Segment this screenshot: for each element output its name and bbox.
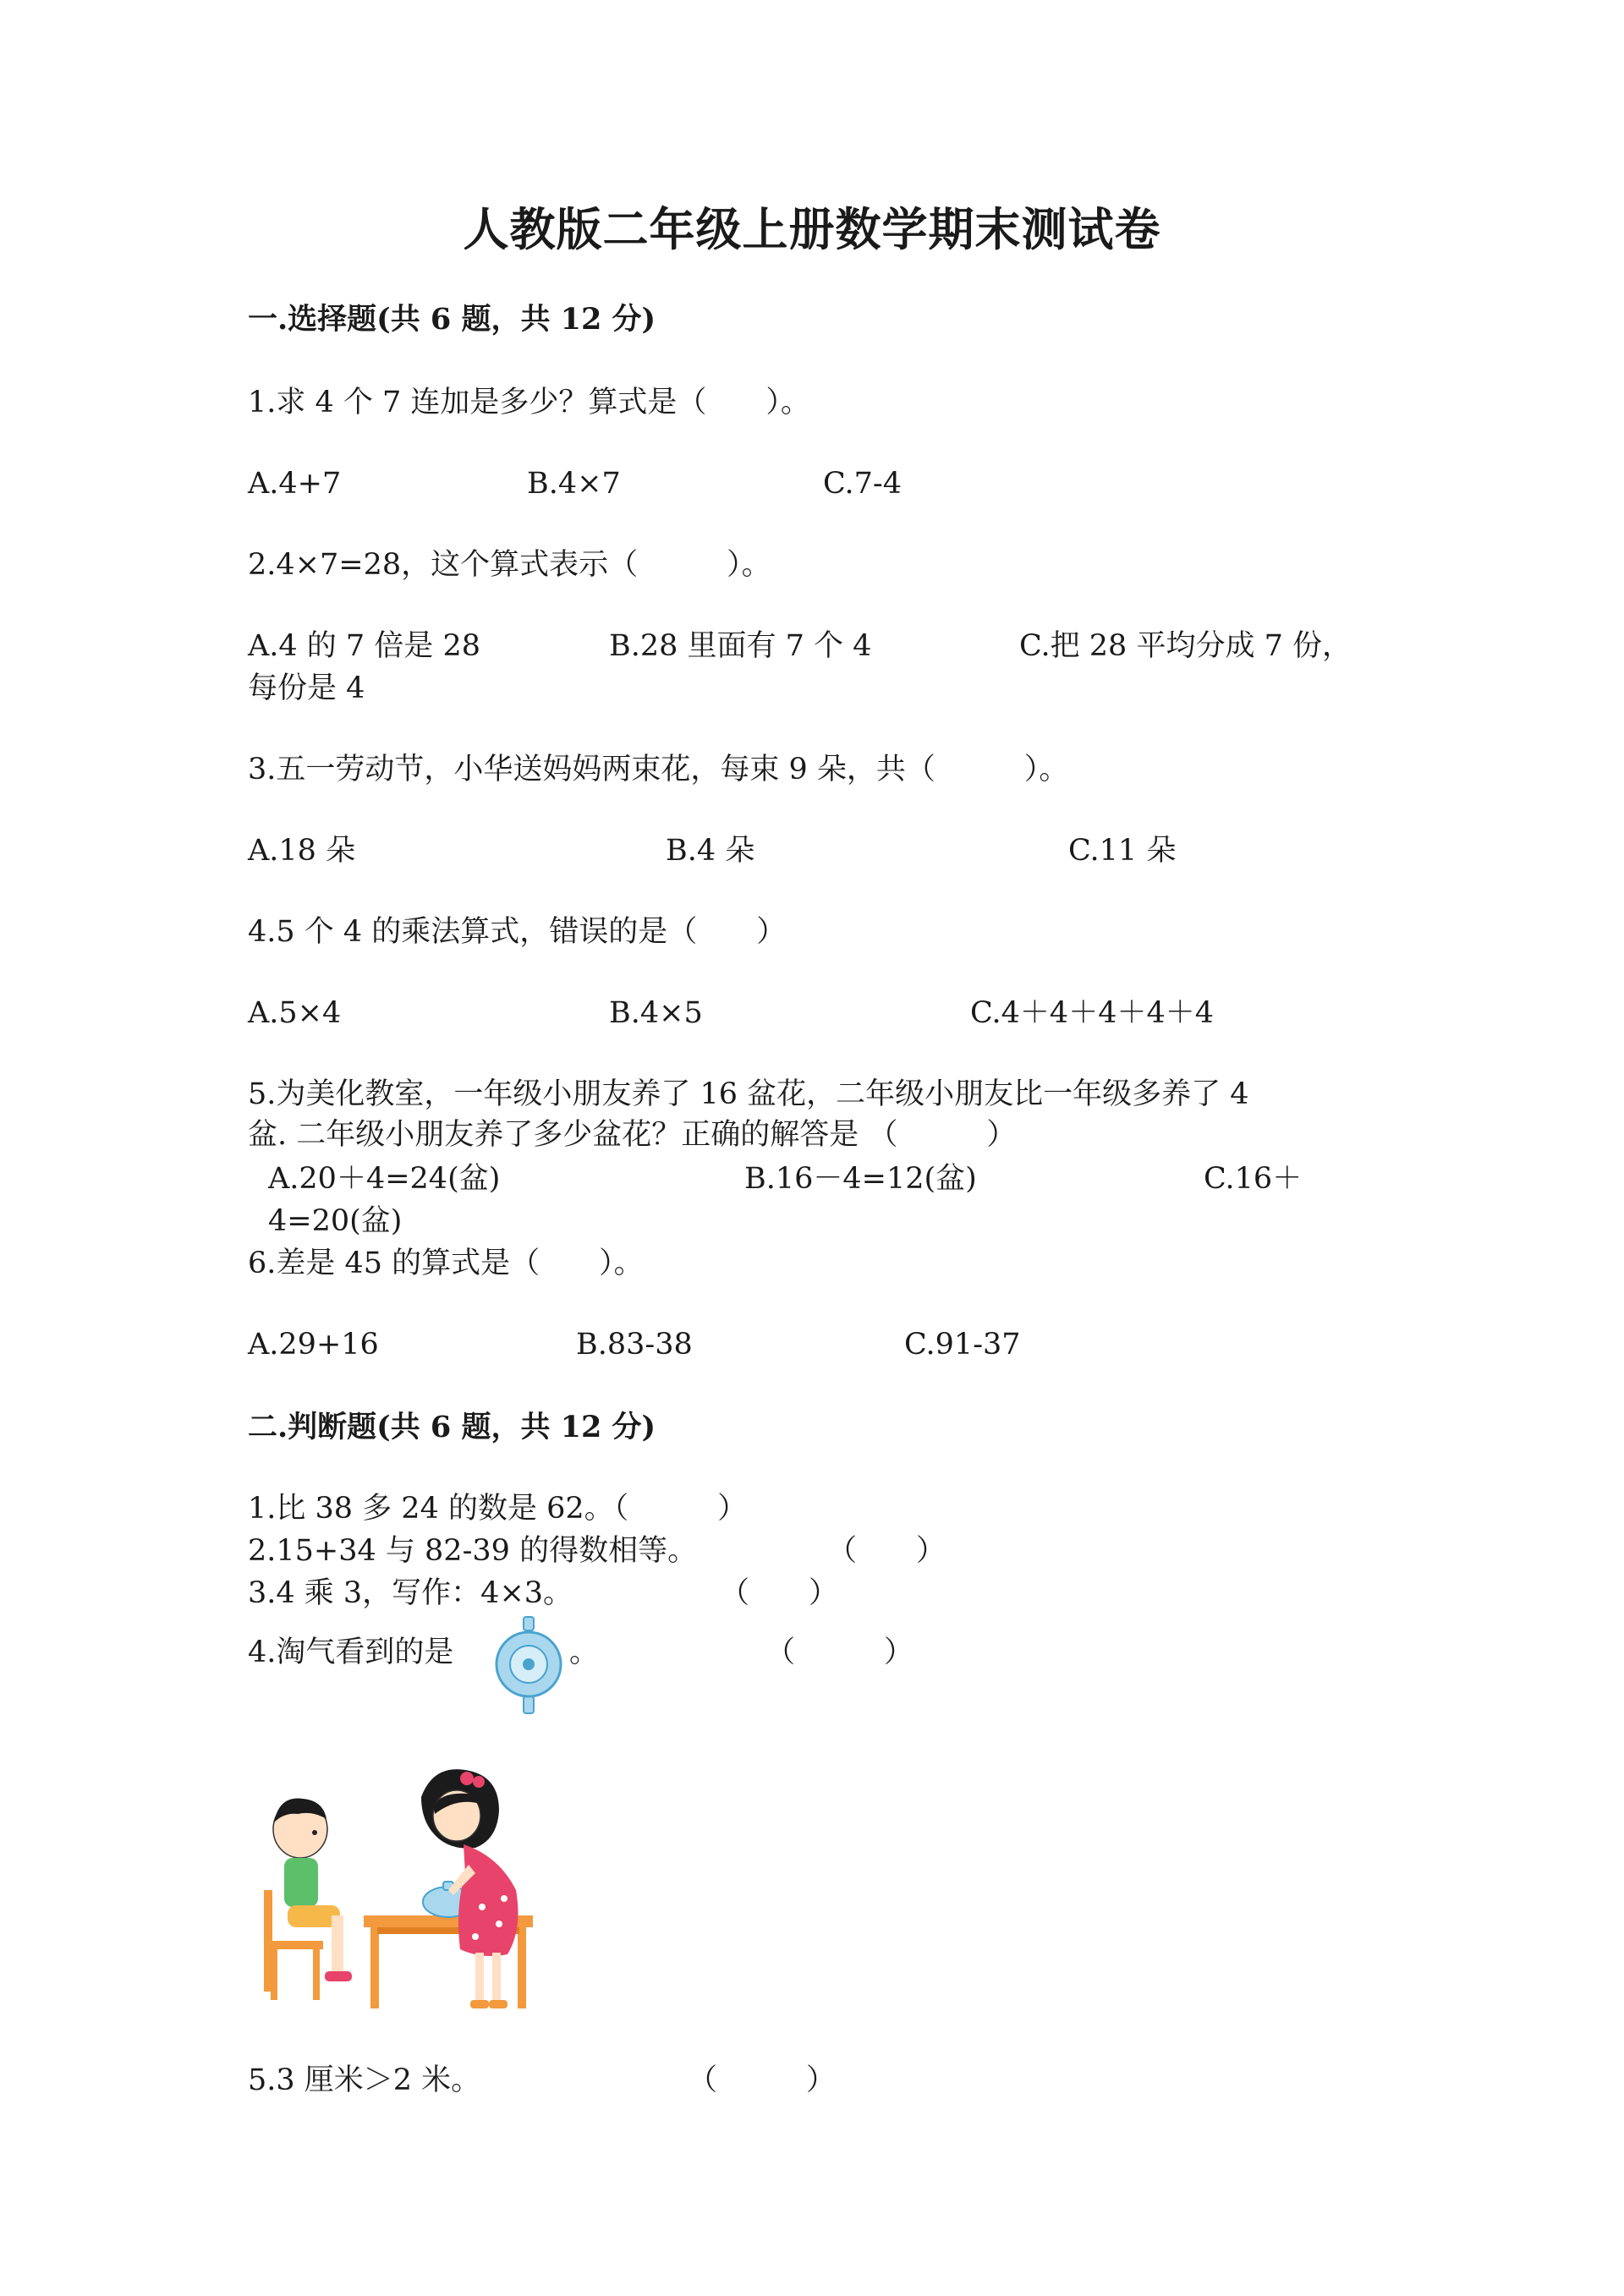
judge-item-2-paren[interactable]: （ ） (827, 1534, 946, 1568)
judge-item-5: 5.3 厘米＞2 米。 (248, 2063, 481, 2097)
q1-option-a[interactable]: A.4+7 (248, 467, 342, 501)
section2-heading: 二.判断题(共 6 题，共 12 分) (248, 1410, 656, 1444)
q2-stem: 2.4×7=28，这个算式表示（ ）。 (248, 548, 771, 582)
q5-stem-line2: 盆. 二年级小朋友养了多少盆花？正确的解答是 （ ） (248, 1118, 1017, 1152)
q1-option-b[interactable]: B.4×7 (527, 467, 621, 501)
q3-option-a[interactable]: A.18 朵 (248, 834, 356, 868)
q2-option-c[interactable]: C.把 28 平均分成 7 份， (1019, 629, 1352, 663)
q1-option-c[interactable]: C.7-4 (823, 467, 903, 501)
q4-option-c[interactable]: C.4＋4＋4＋4＋4 (970, 996, 1214, 1030)
q5-option-c[interactable]: C.16＋ (1204, 1162, 1303, 1196)
page-title: 人教版二年级上册数学期末测试卷 (463, 202, 1161, 256)
q3-option-c[interactable]: C.11 朵 (1068, 834, 1177, 868)
q4-option-a[interactable]: A.5×4 (248, 996, 342, 1030)
judge-item-3-paren[interactable]: （ ） (720, 1576, 839, 1610)
judge-item-3: 3.4 乘 3，写作：4×3。 (248, 1576, 573, 1610)
section1-heading: 一.选择题(共 6 题，共 12 分) (248, 302, 656, 337)
q3-stem: 3.五一劳动节，小华送妈妈两束花，每束 9 朵，共（ ）。 (248, 753, 1069, 786)
judge-item-1: 1.比 38 多 24 的数是 62。（ ） (248, 1492, 748, 1526)
q6-stem: 6.差是 45 的算式是（ ）。 (248, 1247, 644, 1280)
q5-stem-line1: 5.为美化教室，一年级小朋友养了 16 盆花，二年级小朋友比一年级多养了 4 (248, 1077, 1249, 1111)
q6-option-c[interactable]: C.91-37 (904, 1328, 1021, 1362)
boy-girl-table-illustration (254, 1763, 609, 2025)
q1-stem: 1.求 4 个 7 连加是多少？算式是（ ）。 (248, 386, 810, 419)
q5-option-c-continued: 4=20(盆) (268, 1204, 403, 1238)
judge-item-5-paren[interactable]: （ ） (688, 2063, 837, 2097)
judge-item-4-period: 。 (569, 1636, 600, 1669)
judge-item-4: 4.淘气看到的是 (248, 1636, 454, 1669)
q6-option-b[interactable]: B.83-38 (576, 1328, 693, 1362)
q6-option-a[interactable]: A.29+16 (248, 1328, 379, 1362)
q4-stem: 4.5 个 4 的乘法算式，错误的是（ ） (248, 915, 787, 949)
q2-option-b[interactable]: B.28 里面有 7 个 4 (609, 629, 872, 663)
q4-option-b[interactable]: B.4×5 (609, 996, 703, 1030)
q5-option-b[interactable]: B.16－4=12(盆) (744, 1162, 977, 1196)
q5-option-a[interactable]: A.20＋4=24(盆) (268, 1162, 501, 1196)
judge-item-4-paren[interactable]: （ ） (765, 1636, 914, 1669)
judge-item-2: 2.15+34 与 82-39 的得数相等。 (248, 1534, 698, 1568)
q3-option-b[interactable]: B.4 朵 (666, 834, 755, 868)
teapot-top-view-icon (495, 1615, 562, 1715)
q2-option-a[interactable]: A.4 的 7 倍是 28 (248, 629, 480, 663)
q2-option-c-continued: 每份是 4 (248, 671, 365, 705)
